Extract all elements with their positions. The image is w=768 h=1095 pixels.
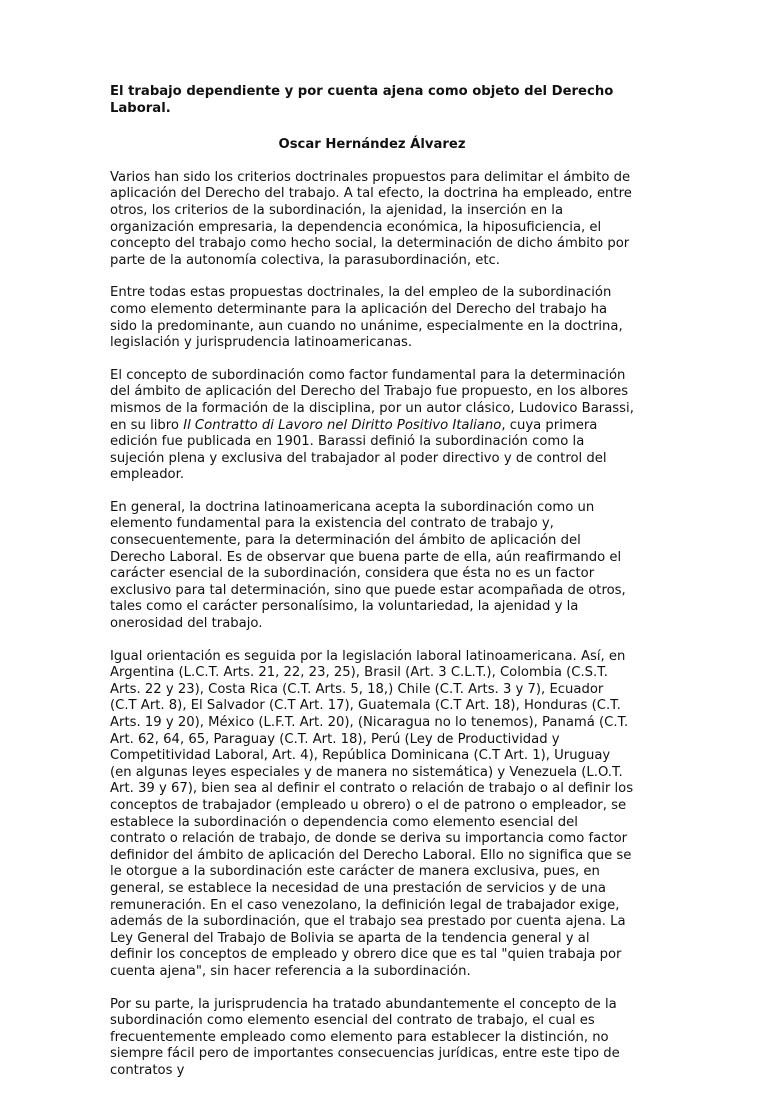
paragraph-3-text-b: , cuya primera edición fue publicada en 1901. Barassi definió la subordinación como la sujeción plena y exclusiva del trabajador al poder directivo y de control del empleador. <box>110 417 607 483</box>
paragraph-5: Igual orientación es seguida por la legislación laboral latinoamericana. Así, en Argentina (L.C.T. Arts. 21, 22, 23, 25), Brasil (Art. 3 C.L.T.), Colombia (C.S.T. Arts. 22 y 23), Costa Rica (C.T. Arts. 5, 18,) Chile (C.T. Arts. 3 y 7), Ecuador (C.T Art. 8), El Salvador (C.T Art. 17), Guatemala (C.T Art. 18), Honduras (C.T. Arts. 19 y 20), México (L.F.T. Art. 20), (Nicaragua no lo tenemos), Panamá (C.T. Art. 62, 64, 65, Paraguay (C.T. Art. 18), Perú (Ley de Productividad y Competitividad Laboral, Art. 4), República Dominicana (C.T Art. 1), Uruguay (en algunas leyes especiales y de manera no sistemática) y Venezuela (L.O.T. Art. 39 y 67), bien sea al definir el contrato o relación de trabajo o al definir los conceptos de trabajador (empleado u obrero) o el de patrono o empleador, se establece la subordinación o dependencia como elemento esencial del contrato o relación de trabajo, de donde se deriva su importancia como factor definidor del ámbito de aplicación del Derecho Laboral. Ello no significa que se le otorgue a la subordinación este carácter de manera exclusiva, pues, en general, se establece la necesidad de una prestación de servicios y de una remuneración. En el caso venezolano, la definición legal de trabajador exige, además de la subordinación, que el trabajo sea prestado por cuenta ajena. La Ley General del Trabajo de Bolivia se aparta de la tendencia general y al definir los conceptos de empleado y obrero dice que es tal "quien trabaja por cuenta ajena", sin hacer referencia a la subordinación. <box>110 648 634 979</box>
paragraph-6: Por su parte, la jurisprudencia ha tratado abundantemente el concepto de la subordinación como elemento esencial del contrato de trabajo, el cual es frecuentemente empleado como elemento para establecer la distinción, no siempre fácil pero de importantes consecuencias jurídicas, entre este tipo de contratos y <box>110 996 620 1078</box>
paragraph-3 <box>110 368 634 484</box>
document-author: Oscar Hernández Álvarez <box>278 137 466 153</box>
document-page <box>110 84 634 1095</box>
book-title: Il Contratto di Lavoro nel Diritto Positivo Italiano <box>183 417 502 433</box>
paragraph-2: Entre todas estas propuestas doctrinales, la del empleo de la subordinación como elemento determinante para la aplicación del Derecho del trabajo ha sido la predominante, aun cuando no unánime, especialmente en la doctrina, legislación y jurisprudencia latinoamericanas. <box>110 285 623 351</box>
paragraph-1: Varios han sido los criterios doctrinales propuestos para delimitar el ámbito de aplicación del Derecho del trabajo. A tal efecto, la doctrina ha empleado, entre otros, los criterios de la subordinación, la ajenidad, la inserción en la organización empresaria, la dependencia económica, la hiposuficiencia, el concepto del trabajo como hecho social, la determinación de dicho ámbito por parte de la autonomía colectiva, la parasubordinación, etc. <box>110 169 632 268</box>
paragraph-4: En general, la doctrina latinoamericana acepta la subordinación como un elemento fundamental para la existencia del contrato de trabajo y, consecuentemente, para la determinación del ámbito de aplicación del Derecho Laboral. Es de observar que buena parte de ella, aún reafirmando el carácter esencial de la subordinación, considera que ésta no es un factor exclusivo para tal determinación, sino que puede estar acompañada de otros, tales como el carácter personalísimo, la voluntariedad, la ajenidad y la onerosidad del trabajo. <box>110 499 626 632</box>
paragraph-3-text-a: El concepto de subordinación como factor fundamental para la determinación del ámbito de aplicación del Derecho del Trabajo fue propuesto, en los albores mismos de la formación de la disciplina, por un autor clásico, Ludovico Barassi, en su libro <box>110 367 634 433</box>
document-title: El trabajo dependiente y por cuenta ajena como objeto del Derecho Laboral. <box>110 84 614 116</box>
